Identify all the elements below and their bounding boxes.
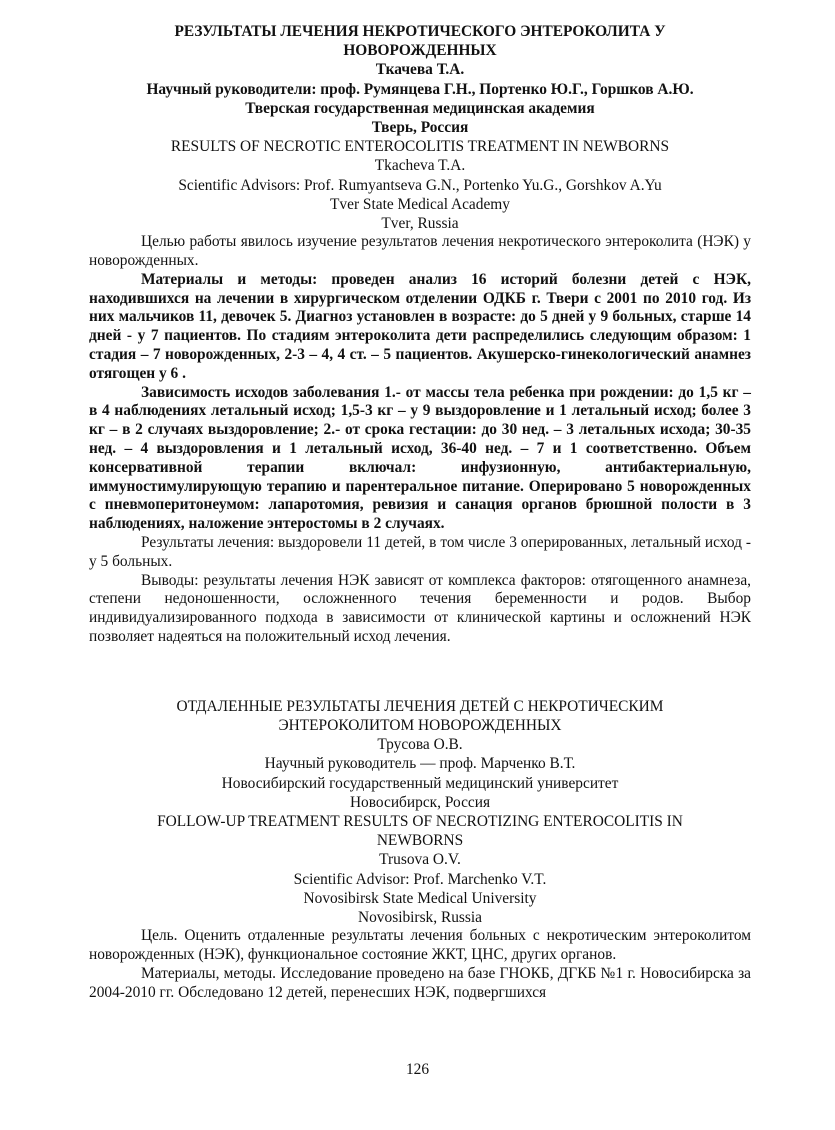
article-title-en: RESULTS OF NECROTIC ENTEROCOLITIS TREATMENT IN NEWBORNS bbox=[170, 138, 670, 156]
section-gap bbox=[89, 647, 751, 697]
city: Тверь, Россия bbox=[371, 119, 469, 137]
institution-en: Novosibirsk State Medical University bbox=[303, 889, 537, 907]
advisors-en: Scientific Advisors: Prof. Rumyantseva G.N., Portenko Yu.G., Gorshkov A.Yu bbox=[178, 176, 662, 194]
city-en: Tver, Russia bbox=[381, 215, 459, 233]
paragraph-aim: Целью работы явилось изучение результатов лечения некротического энтероколита (НЭК) у новорожденных. bbox=[89, 233, 751, 270]
advisor: Научный руководитель — проф. Марченко В.Т. bbox=[264, 755, 576, 773]
paragraph-methods: Материалы и методы: проведен анализ 16 историй болезни детей с НЭК, находившихся на лечении в хирургическом отделении ОДКБ г. Твери с 2001 по 2010 год. Из них мальчиков 11, девочек 5. Диагноз установлен в возрасте: до 5 дней у 9 больных, старше 14 дней - у 7 пациентов. По стадиям энтероколита дети распределились следующим образом: 1 стадия – 7 новорожденных, 2-3 – 4, 4 ст. – 5 пациентов. Акушерско-гинекологический анамнез отягощен у 6 . bbox=[89, 270, 751, 382]
page-number: 126 bbox=[405, 1061, 430, 1078]
page-content bbox=[89, 22, 751, 1002]
author: Трусова О.В. bbox=[377, 736, 463, 754]
author: Ткачева Т.А. bbox=[375, 61, 465, 79]
advisors: Научный руководители: проф. Румянцева Г.Н., Портенко Ю.Г., Горшков А.Ю. bbox=[146, 80, 694, 98]
paragraph-conclusions: Выводы: результаты лечения НЭК зависят от комплекса факторов: отягощенного анамнеза, степени недоношенности, осложненного течения беременности и родов. Выбор индивидуализированного подхода в зависимости от клинической картины и осложнений НЭК позволяет надеяться на положительный исход лечения. bbox=[89, 571, 751, 645]
article-title: ОТДАЛЕННЫЕ РЕЗУЛЬТАТЫ ЛЕЧЕНИЯ ДЕТЕЙ С НЕКРОТИЧЕСКИМ ЭНТЕРОКОЛИТОМ НОВОРОЖДЕННЫХ bbox=[176, 697, 664, 734]
city: Новосибирск, Россия bbox=[349, 793, 491, 811]
paragraph-methods: Материалы, методы. Исследование проведено на базе ГНОКБ, ДГКБ №1 г. Новосибирска за 2004-2010 гг. Обследовано 12 детей, перенесших НЭК, подвергшихся bbox=[89, 964, 751, 1001]
article-title: РЕЗУЛЬТАТЫ ЛЕЧЕНИЯ НЕКРОТИЧЕСКОГО ЭНТЕРОКОЛИТА У НОВОРОЖДЕННЫХ bbox=[174, 23, 666, 60]
institution-en: Tver State Medical Academy bbox=[330, 195, 510, 213]
article-2 bbox=[89, 697, 751, 1003]
advisor-en: Scientific Advisor: Prof. Marchenko V.T. bbox=[293, 870, 547, 888]
author-en: Tkacheva T.A. bbox=[374, 157, 466, 175]
article-title-en: FOLLOW-UP TREATMENT RESULTS OF NECROTIZING ENTEROCOLITIS IN NEWBORNS bbox=[157, 812, 683, 850]
institution: Новосибирский государственный медицинский университет bbox=[221, 774, 619, 792]
article-1 bbox=[89, 22, 751, 647]
paragraph-outcomes: Зависимость исходов заболевания 1.- от массы тела ребенка при рождении: до 1,5 кг – в 4 наблюдениях летальный исход; 1,5-3 кг – у 9 выздоровление и 1 летальный исход; более 3 кг – в 2 случаях выздоровление; 2.- от срока гестации: до 30 нед. – 3 летальных исхода; 30-35 нед. – 4 выздоровления и 1 летальный исход, 36-40 нед. – 7 и 1 соответственно. Объем консервативной терапии включал: инфузионную, антибактериальную, иммуностимулирующую терапию и парентеральное питание. Оперировано 5 новорожденных с пневмоперитонеумом: лапаротомия, ревизия и санация органов брюшной полости в 3 наблюдениях, наложение энтеростомы в 2 случаях. bbox=[89, 383, 751, 533]
author-en: Trusova O.V. bbox=[379, 851, 461, 869]
paragraph-results: Результаты лечения: выздоровели 11 детей, в том числе 3 оперированных, летальный исход - у 5 больных. bbox=[89, 533, 751, 570]
institution: Тверская государственная медицинская академия bbox=[245, 99, 595, 117]
paragraph-aim: Цель. Оценить отдаленные результаты лечения больных с некротическим энтероколитом новорожденных (НЭК), функциональное состояние ЖКТ, ЦНС, других органов. bbox=[89, 927, 751, 963]
city-en: Novosibirsk, Russia bbox=[358, 909, 482, 926]
